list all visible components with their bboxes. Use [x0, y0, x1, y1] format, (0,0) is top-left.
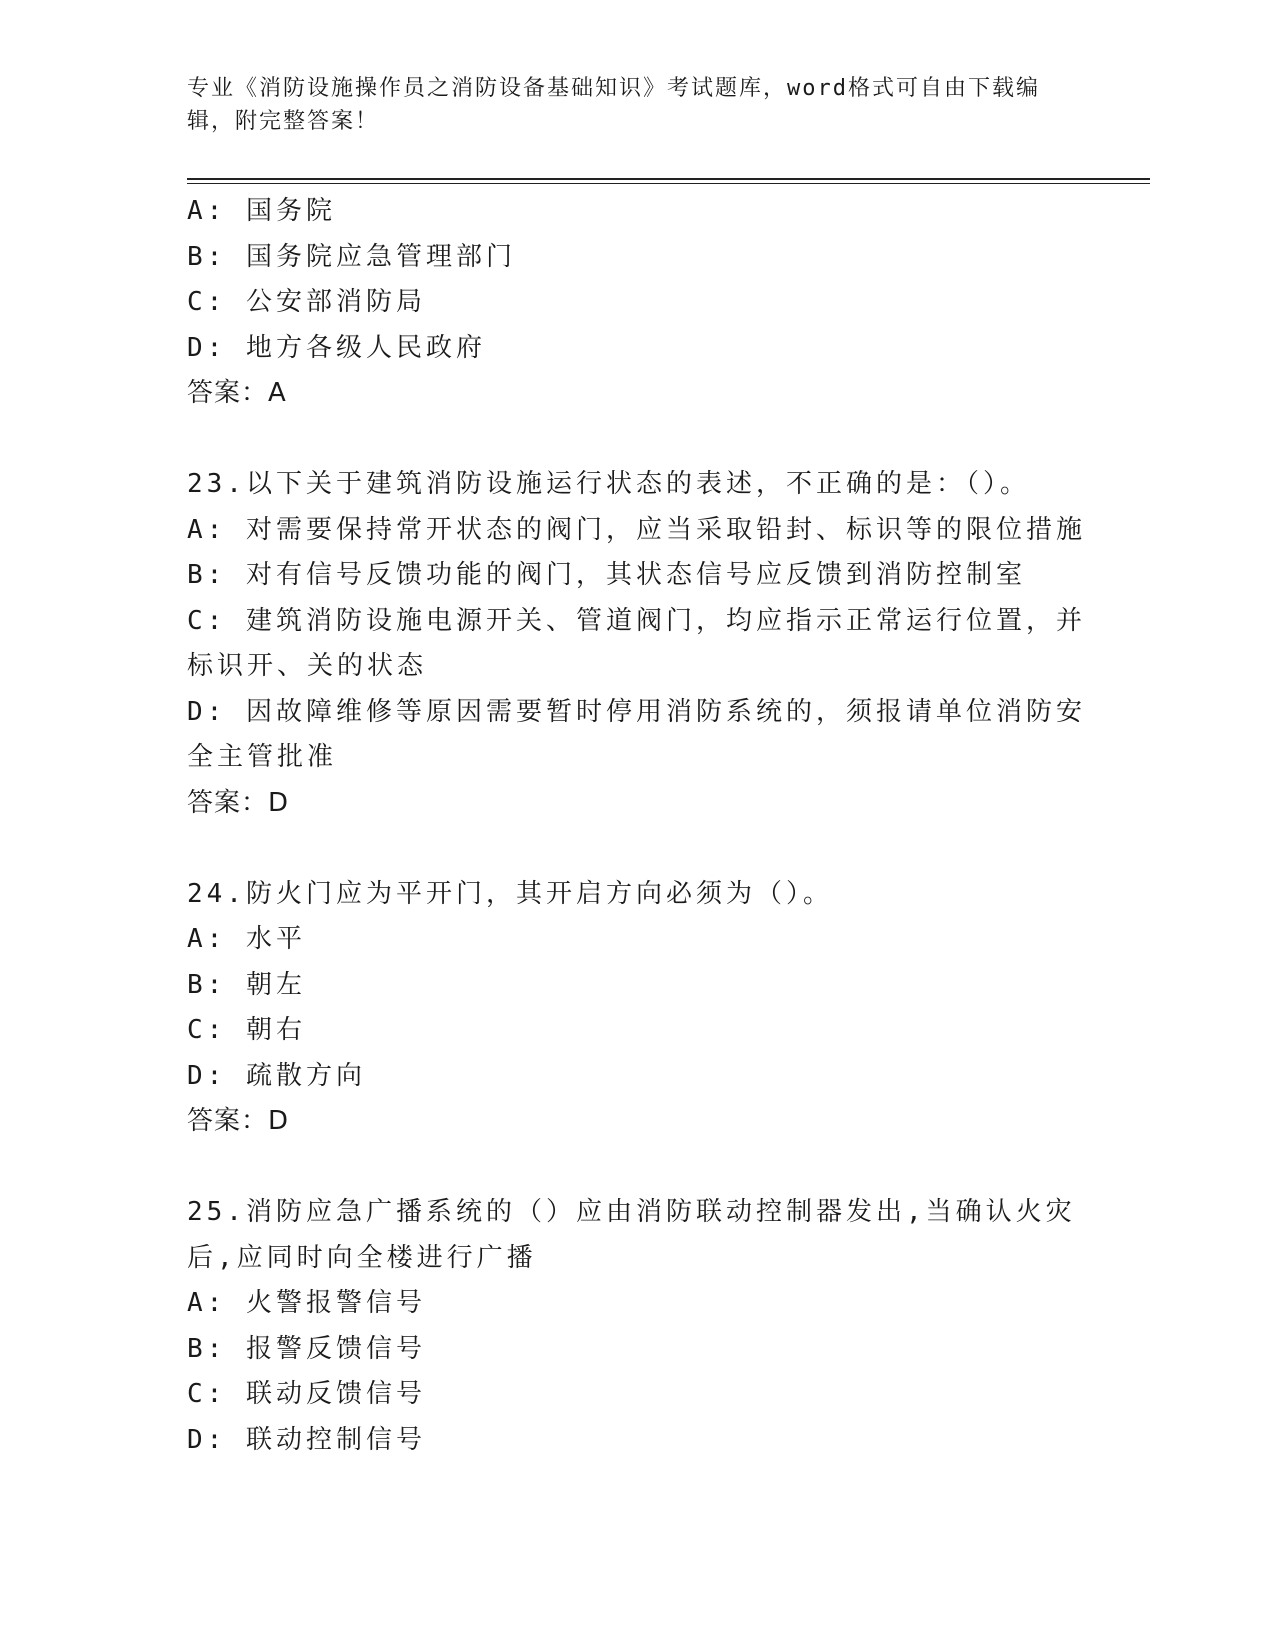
question-text: 23.以下关于建筑消防设施运行状态的表述，不正确的是：（）。 [187, 469, 1030, 499]
option-d: D: 因故障维修等原因需要暂时停用消防系统的，须报请单位消防安全主管批准 [187, 696, 1086, 772]
option-a: A: 对需要保持常开状态的阀门，应当采取铅封、标识等的限位措施 [187, 514, 1086, 545]
option-b: B: 朝左 [187, 969, 306, 1000]
option-c: C: 建筑消防设施电源开关、管道阀门，均应指示正常运行位置，并标识开、关的状态 [187, 605, 1086, 681]
question-block-23 [187, 462, 1087, 826]
option-b: B: 对有信号反馈功能的阀门，其状态信号应反馈到消防控制室 [187, 560, 1026, 590]
answer-line: 答案：A [187, 378, 287, 408]
option-c: C: 朝右 [187, 1015, 306, 1045]
question-text: 24.防火门应为平开门，其开启方向必须为（）。 [187, 878, 833, 909]
option-b: B: 报警反馈信号 [187, 1333, 426, 1364]
option-c: C: 公安部消防局 [187, 287, 426, 317]
question-text: 25.消防应急广播系统的（）应由消防联动控制器发出,当确认火灾后,应同时向全楼进行广播 [187, 1197, 1076, 1273]
option-d: D: 联动控制信号 [187, 1424, 426, 1455]
answer-line: 答案：D [187, 1106, 290, 1136]
option-d: D: 地方各级人民政府 [187, 332, 486, 363]
option-a: A: 水平 [187, 924, 306, 954]
option-b: B: 国务院应急管理部门 [187, 241, 516, 272]
header-divider-thin [187, 183, 1150, 184]
answer-line: 答案：D [187, 787, 290, 818]
question-list [187, 189, 1087, 1463]
question-block-24 [187, 872, 1087, 1145]
spacer [187, 417, 1087, 463]
option-a: A: 火警报警信号 [187, 1288, 426, 1318]
question-block-22 [187, 189, 1087, 417]
document-header: 专业《消防设施操作员之消防设备基础知识》考试题库，word格式可自由下载编辑，附完整答案！ [187, 76, 1040, 134]
header-divider-thick [187, 178, 1150, 180]
spacer [187, 826, 1087, 872]
option-c: C: 联动反馈信号 [187, 1379, 426, 1409]
question-block-25 [187, 1190, 1087, 1463]
spacer [187, 1145, 1087, 1191]
option-d: D: 疏散方向 [187, 1060, 366, 1091]
option-a: A: 国务院 [187, 196, 336, 226]
